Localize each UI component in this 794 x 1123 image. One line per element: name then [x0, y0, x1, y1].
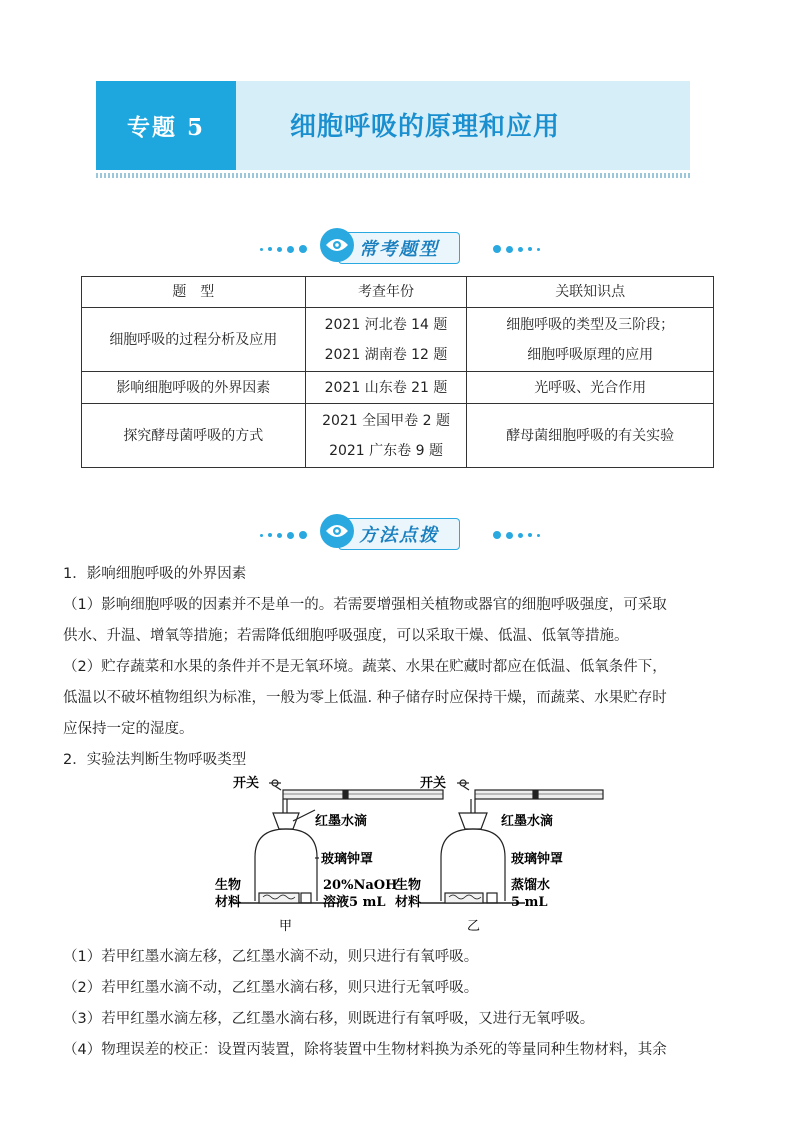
cell-type: 探究酵母菌呼吸的方式 [82, 404, 306, 468]
section-2-items [63, 942, 735, 1066]
eye-icon [320, 514, 354, 548]
section-heading: 2．实验法判断生物呼吸类型 [63, 752, 247, 768]
banner-dots-right [493, 531, 540, 539]
eye-icon [320, 228, 354, 262]
naoh-label-1: 20%NaOH [323, 878, 398, 893]
section-banner-method-tips [260, 512, 540, 554]
topic-header [96, 81, 690, 170]
cell-points: 酵母菌细胞呼吸的有关实验 [467, 404, 714, 468]
red-ink-label-b: 红墨水滴 [501, 814, 554, 829]
cell-points: 光呼吸、光合作用 [467, 372, 714, 404]
cell-years: 2021 河北卷 14 题 2021 湖南卷 12 题 [305, 308, 467, 372]
banner-dots-left [260, 531, 307, 539]
cell-type: 影响细胞呼吸的外界因素 [82, 372, 306, 404]
banner-title: 方法点拨 [338, 518, 460, 550]
table-row [82, 308, 714, 372]
header-divider [96, 173, 690, 178]
list-item: （1）若甲红墨水滴左移，乙红墨水滴不动，则只进行有氧呼吸。 [63, 949, 479, 965]
list-item: （4）物理误差的校正：设置丙装置，除将装置中生物材料换为杀死的等量同种生物材料，其余 [63, 1042, 667, 1058]
switch-label-b: 开关 [420, 776, 447, 791]
paragraph-line: 低温以不破坏植物组织为标准，一般为零上低温. 种子储存时应保持干燥，而蔬菜、水果贮存时 [63, 690, 667, 706]
apparatus-label-a: 甲 [279, 919, 293, 934]
section-banner-common-types [260, 226, 540, 268]
table-row [82, 404, 714, 468]
bio-label-b-1: 生物 [395, 878, 422, 893]
banner-title: 常考题型 [338, 232, 460, 264]
column-header: 考查年份 [305, 277, 467, 308]
red-ink-label-a: 红墨水滴 [315, 814, 368, 829]
column-header: 关联知识点 [467, 277, 714, 308]
paragraph-line: 应保持一定的湿度。 [63, 721, 194, 737]
cell-years: 2021 全国甲卷 2 题 2021 广东卷 9 题 [305, 404, 467, 468]
list-item: （3）若甲红墨水滴左移，乙红墨水滴右移，则既进行有氧呼吸，又进行无氧呼吸。 [63, 1011, 595, 1027]
cell-points: 细胞呼吸的类型及三阶段； 细胞呼吸原理的应用 [467, 308, 714, 372]
topic-table [81, 276, 714, 468]
page-title: 细胞呼吸的原理和应用 [290, 112, 561, 142]
list-item: （2）若甲红墨水滴不动，乙红墨水滴右移，则只进行无氧呼吸。 [63, 980, 479, 996]
naoh-label-2: 溶液5 mL [323, 895, 386, 910]
banner-dots-right [493, 245, 540, 253]
switch-label-a: 开关 [233, 776, 260, 791]
column-header: 题 型 [82, 277, 306, 308]
cell-years: 2021 山东卷 21 题 [305, 372, 467, 404]
water-label-2: 5 mL [511, 895, 548, 910]
section-heading: 1．影响细胞呼吸的外界因素 [63, 566, 247, 582]
bell-jar-label-b: 玻璃钟罩 [511, 852, 564, 867]
water-label-1: 蒸馏水 [511, 878, 551, 893]
bio-label-a-2: 材料 [215, 895, 242, 910]
topic-number-tag: 专题 5 [96, 81, 236, 170]
cell-type: 细胞呼吸的过程分析及应用 [82, 308, 306, 372]
banner-dots-left [260, 245, 307, 253]
paragraph-line: （1）影响细胞呼吸的因素并不是单一的。若需要增强相关植物或器官的细胞呼吸强度，可采取 [63, 597, 667, 613]
bio-label-a-1: 生物 [215, 878, 242, 893]
table-row [82, 372, 714, 404]
table-header-row [82, 277, 714, 308]
respiration-apparatus-diagram [215, 773, 605, 936]
bell-jar-label-a: 玻璃钟罩 [321, 852, 374, 867]
apparatus-label-b: 乙 [467, 919, 481, 934]
section-1 [63, 559, 735, 776]
paragraph-line: （2）贮存蔬菜和水果的条件并不是无氧环境。蔬菜、水果在贮藏时都应在低温、低氧条件下， [63, 659, 667, 675]
paragraph-line: 供水、升温、增氧等措施；若需降低细胞呼吸强度，可以采取干燥、低温、低氧等措施。 [63, 628, 629, 644]
bio-label-b-2: 材料 [395, 895, 422, 910]
